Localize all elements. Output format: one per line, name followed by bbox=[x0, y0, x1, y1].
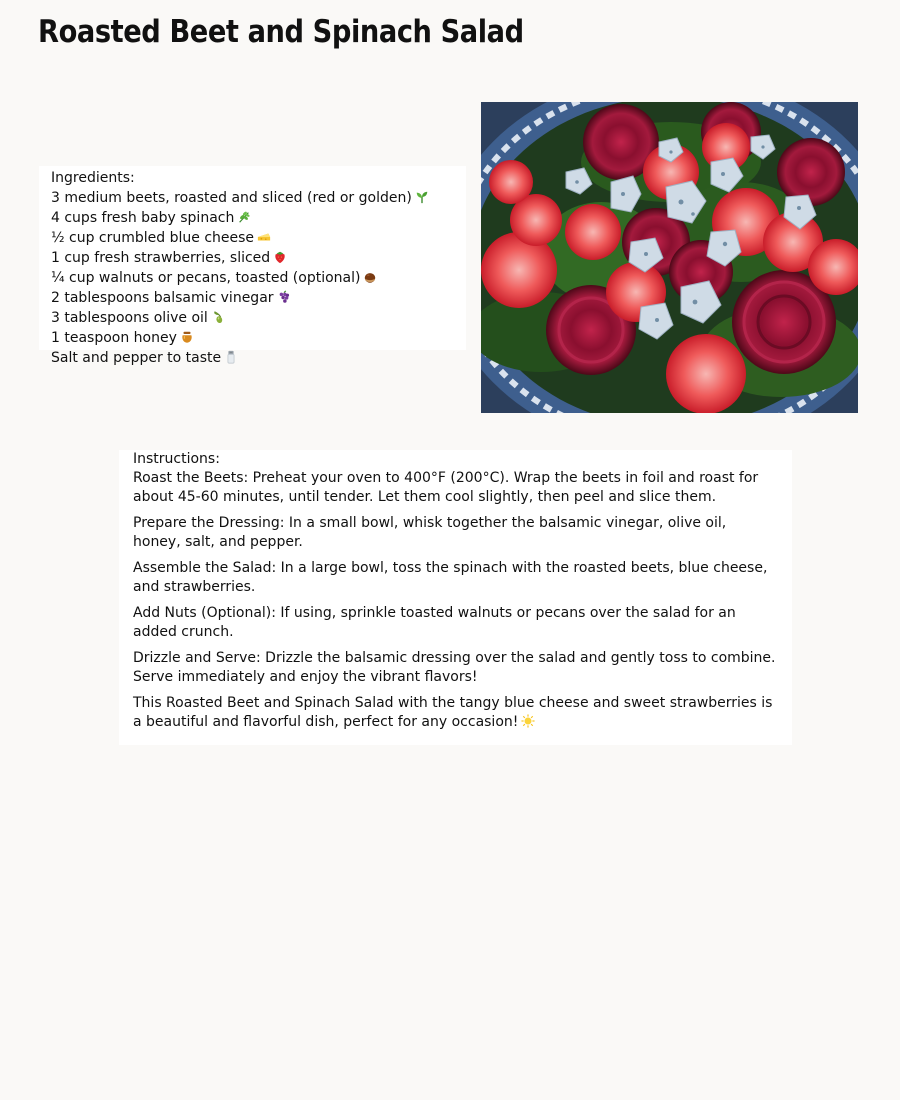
ingredient-item: ¼ cup walnuts or pecans, toasted (optional) bbox=[51, 268, 454, 288]
ingredient-item: 4 cups fresh baby spinach bbox=[51, 208, 454, 228]
ingredient-item: ½ cup crumbled blue cheese bbox=[51, 228, 454, 248]
ingredient-item: 1 cup fresh strawberries, sliced bbox=[51, 248, 454, 268]
page-title: Roasted Beet and Spinach Salad bbox=[38, 14, 524, 50]
closing-note: This Roasted Beet and Spinach Salad with the tangy blue cheese and sweet strawberries is a beautiful and flavorful dish, perfect for any occasion! bbox=[133, 695, 773, 730]
ingredient-item: 1 teaspoon honey bbox=[51, 328, 454, 348]
ingredient-item: 3 medium beets, roasted and sliced (red or golden) bbox=[51, 188, 454, 208]
instructions-heading: Instructions: bbox=[133, 451, 220, 467]
grapes-icon bbox=[277, 290, 291, 304]
salt-shaker-icon bbox=[224, 350, 238, 364]
instruction-step: Add Nuts (Optional): If using, sprinkle toasted walnuts or pecans over the salad for an added crunch. bbox=[133, 605, 736, 640]
ingredient-item: 2 tablespoons balsamic vinegar bbox=[51, 288, 454, 308]
cheese-icon bbox=[257, 230, 271, 244]
seedling-icon bbox=[415, 190, 429, 204]
instruction-step: Prepare the Dressing: In a small bowl, whisk together the balsamic vinegar, olive oil, honey, salt, and pepper. bbox=[133, 515, 727, 550]
strawberry-icon bbox=[273, 250, 287, 264]
instruction-step: Assemble the Salad: In a large bowl, toss the spinach with the roasted beets, blue cheese, and strawberries. bbox=[133, 560, 768, 595]
instruction-step: Drizzle and Serve: Drizzle the balsamic dressing over the salad and gently toss to combine. Serve immediately and enjoy the vibrant flavors! bbox=[133, 650, 776, 685]
herb-icon bbox=[237, 210, 251, 224]
salad-photo bbox=[481, 102, 858, 413]
olive-icon bbox=[211, 310, 225, 324]
instructions-panel bbox=[119, 450, 792, 745]
ingredient-item: Salt and pepper to taste bbox=[51, 348, 454, 368]
ingredient-item: 3 tablespoons olive oil bbox=[51, 308, 454, 328]
ingredients-heading: Ingredients: bbox=[51, 170, 135, 186]
sun-icon bbox=[521, 714, 535, 728]
ingredients-panel bbox=[39, 166, 466, 366]
salad-illustration bbox=[481, 102, 858, 413]
instruction-step: Roast the Beets: Preheat your oven to 400°F (200°C). Wrap the beets in foil and roast for about 45-60 minutes, until tender. Let them cool slightly, then peel and slice them. bbox=[133, 470, 759, 505]
honey-pot-icon bbox=[180, 330, 194, 344]
chestnut-icon bbox=[363, 270, 377, 284]
